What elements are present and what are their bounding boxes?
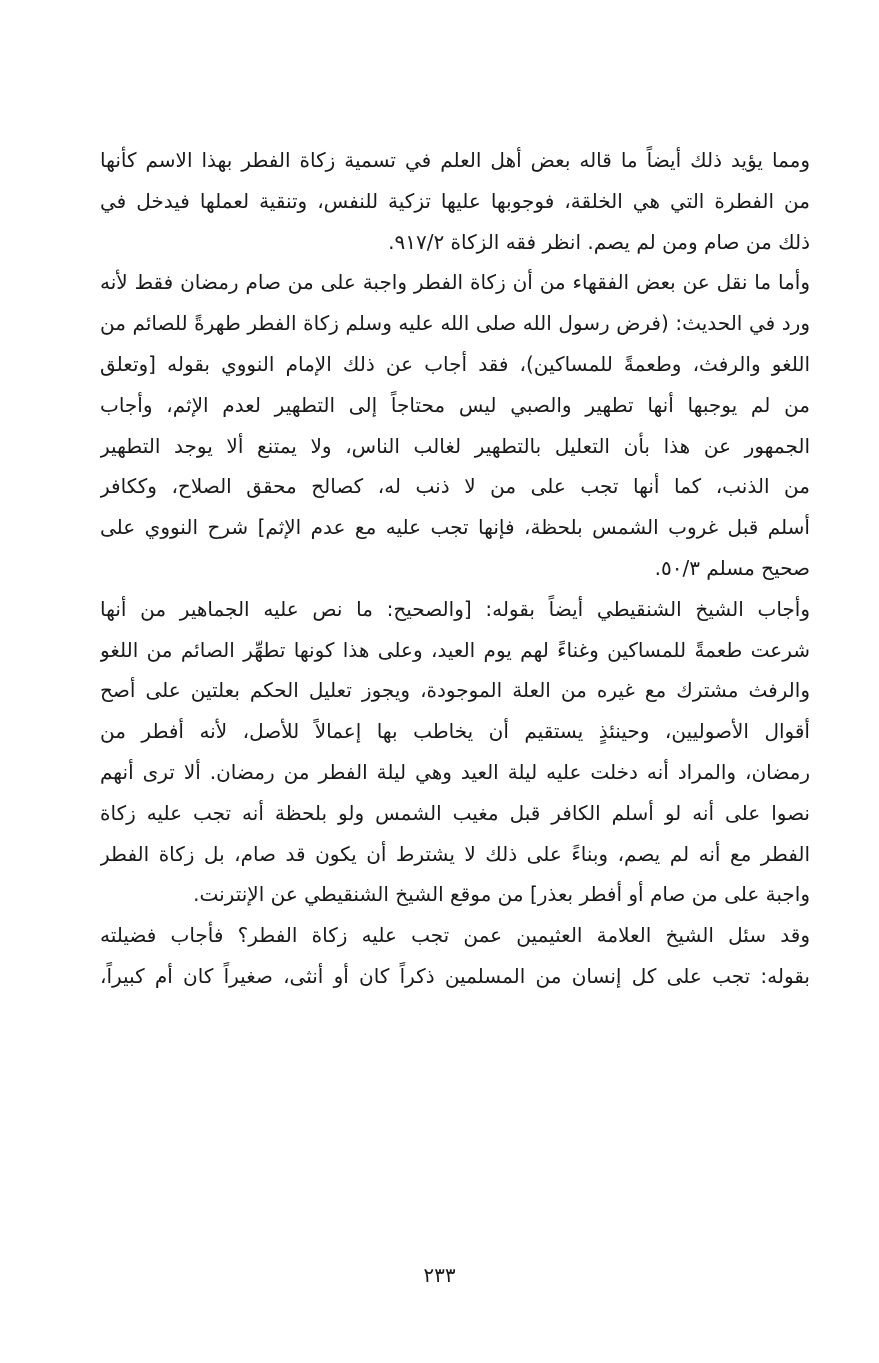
text-line: أسلم قبل غروب الشمس بلحظة، فإنها تجب عليه مع عدم الإثم] شرح النووي على <box>100 515 810 540</box>
text-line: ومما يؤيد ذلك أيضاً ما قاله بعض أهل العلم في تسمية زكاة الفطر بهذا الاسم كأنها <box>100 148 810 172</box>
text-line: الجمهور عن هذا بأن التعليل بالتطهير لغالب الناس، ولا يمتنع ألا يوجد التطهير <box>100 433 810 458</box>
text-line: وقد سئل الشيخ العلامة العثيمين عمن تجب عليه زكاة الفطر؟ فأجاب فضيلته <box>100 923 810 948</box>
text-line: أقوال الأصوليين، وحينئذٍ يستقيم أن يخاطب بها إعمالاً للأصل، لأنه أفطر من <box>100 719 810 744</box>
text-line: ورد في الحديث: (فرض رسول الله صلى الله عليه وسلم زكاة الفطر طهرةً للصائم من <box>100 311 810 336</box>
text-line: رمضان، والمراد أنه دخلت عليه ليلة العيد وهي ليلة الفطر من رمضان. ألا ترى أنهم <box>100 759 810 784</box>
text-line: من لم يوجبها أنها تطهير والصبي ليس محتاجاً إلى التطهير لعدم الإثم، وأجاب <box>100 392 810 417</box>
text-line: ذلك من صام ومن لم يصم. انظر فقه الزكاة ٩١٧/٢. <box>388 229 810 254</box>
text-line: اللغو والرفث، وطعمةً للمساكين)، فقد أجاب عن ذلك الإمام النووي بقوله [وتعلق <box>100 351 810 376</box>
text-line: وأجاب الشيخ الشنقيطي أيضاً بقوله: [والصحيح: ما نص عليه الجماهير من أنها <box>100 596 810 621</box>
text-line: نصوا على أنه لو أسلم الكافر قبل مغيب الشمس ولو بلحظة أنه تجب عليه زكاة <box>100 800 810 825</box>
text-line: بقوله: تجب على كل إنسان من المسلمين ذكراً كان أو أنثى، صغيراً كان أم كبيراً، <box>100 963 810 988</box>
text-line: والرفث مشترك مع غيره من العلة الموجودة، ويجوز تعليل الحكم بعلتين على أصح <box>100 678 810 703</box>
text-line: شرعت طعمةً للمساكين وغناءً لهم يوم العيد، وعلى هذا كونها تطهِّر الصائم من اللغو <box>100 637 810 662</box>
page-number: ٢٣٣ <box>423 1263 456 1287</box>
text-line: من الذنب، كما أنها تجب على من لا ذنب له، كصالح محقق الصلاح، وككافر <box>100 474 810 499</box>
page-body <box>100 140 810 997</box>
text-line: من الفطرة التي هي الخلقة، فوجوبها عليها تزكية للنفس، وتنقية لعملها فيدخل في <box>100 188 810 213</box>
text-line: وأما ما نقل عن بعض الفقهاء من أن زكاة الفطر واجبة على من صام رمضان فقط لأنه <box>100 270 810 295</box>
text-line: واجبة على من صام أو أفطر بعذر] من موقع الشيخ الشنقيطي عن الإنترنت. <box>193 882 810 907</box>
text-line: الفطر مع أنه لم يصم، وبناءً على ذلك لا يشترط أن يكون قد صام، بل زكاة الفطر <box>100 841 810 866</box>
text-line: صحيح مسلم ٥٠/٣. <box>654 555 810 580</box>
